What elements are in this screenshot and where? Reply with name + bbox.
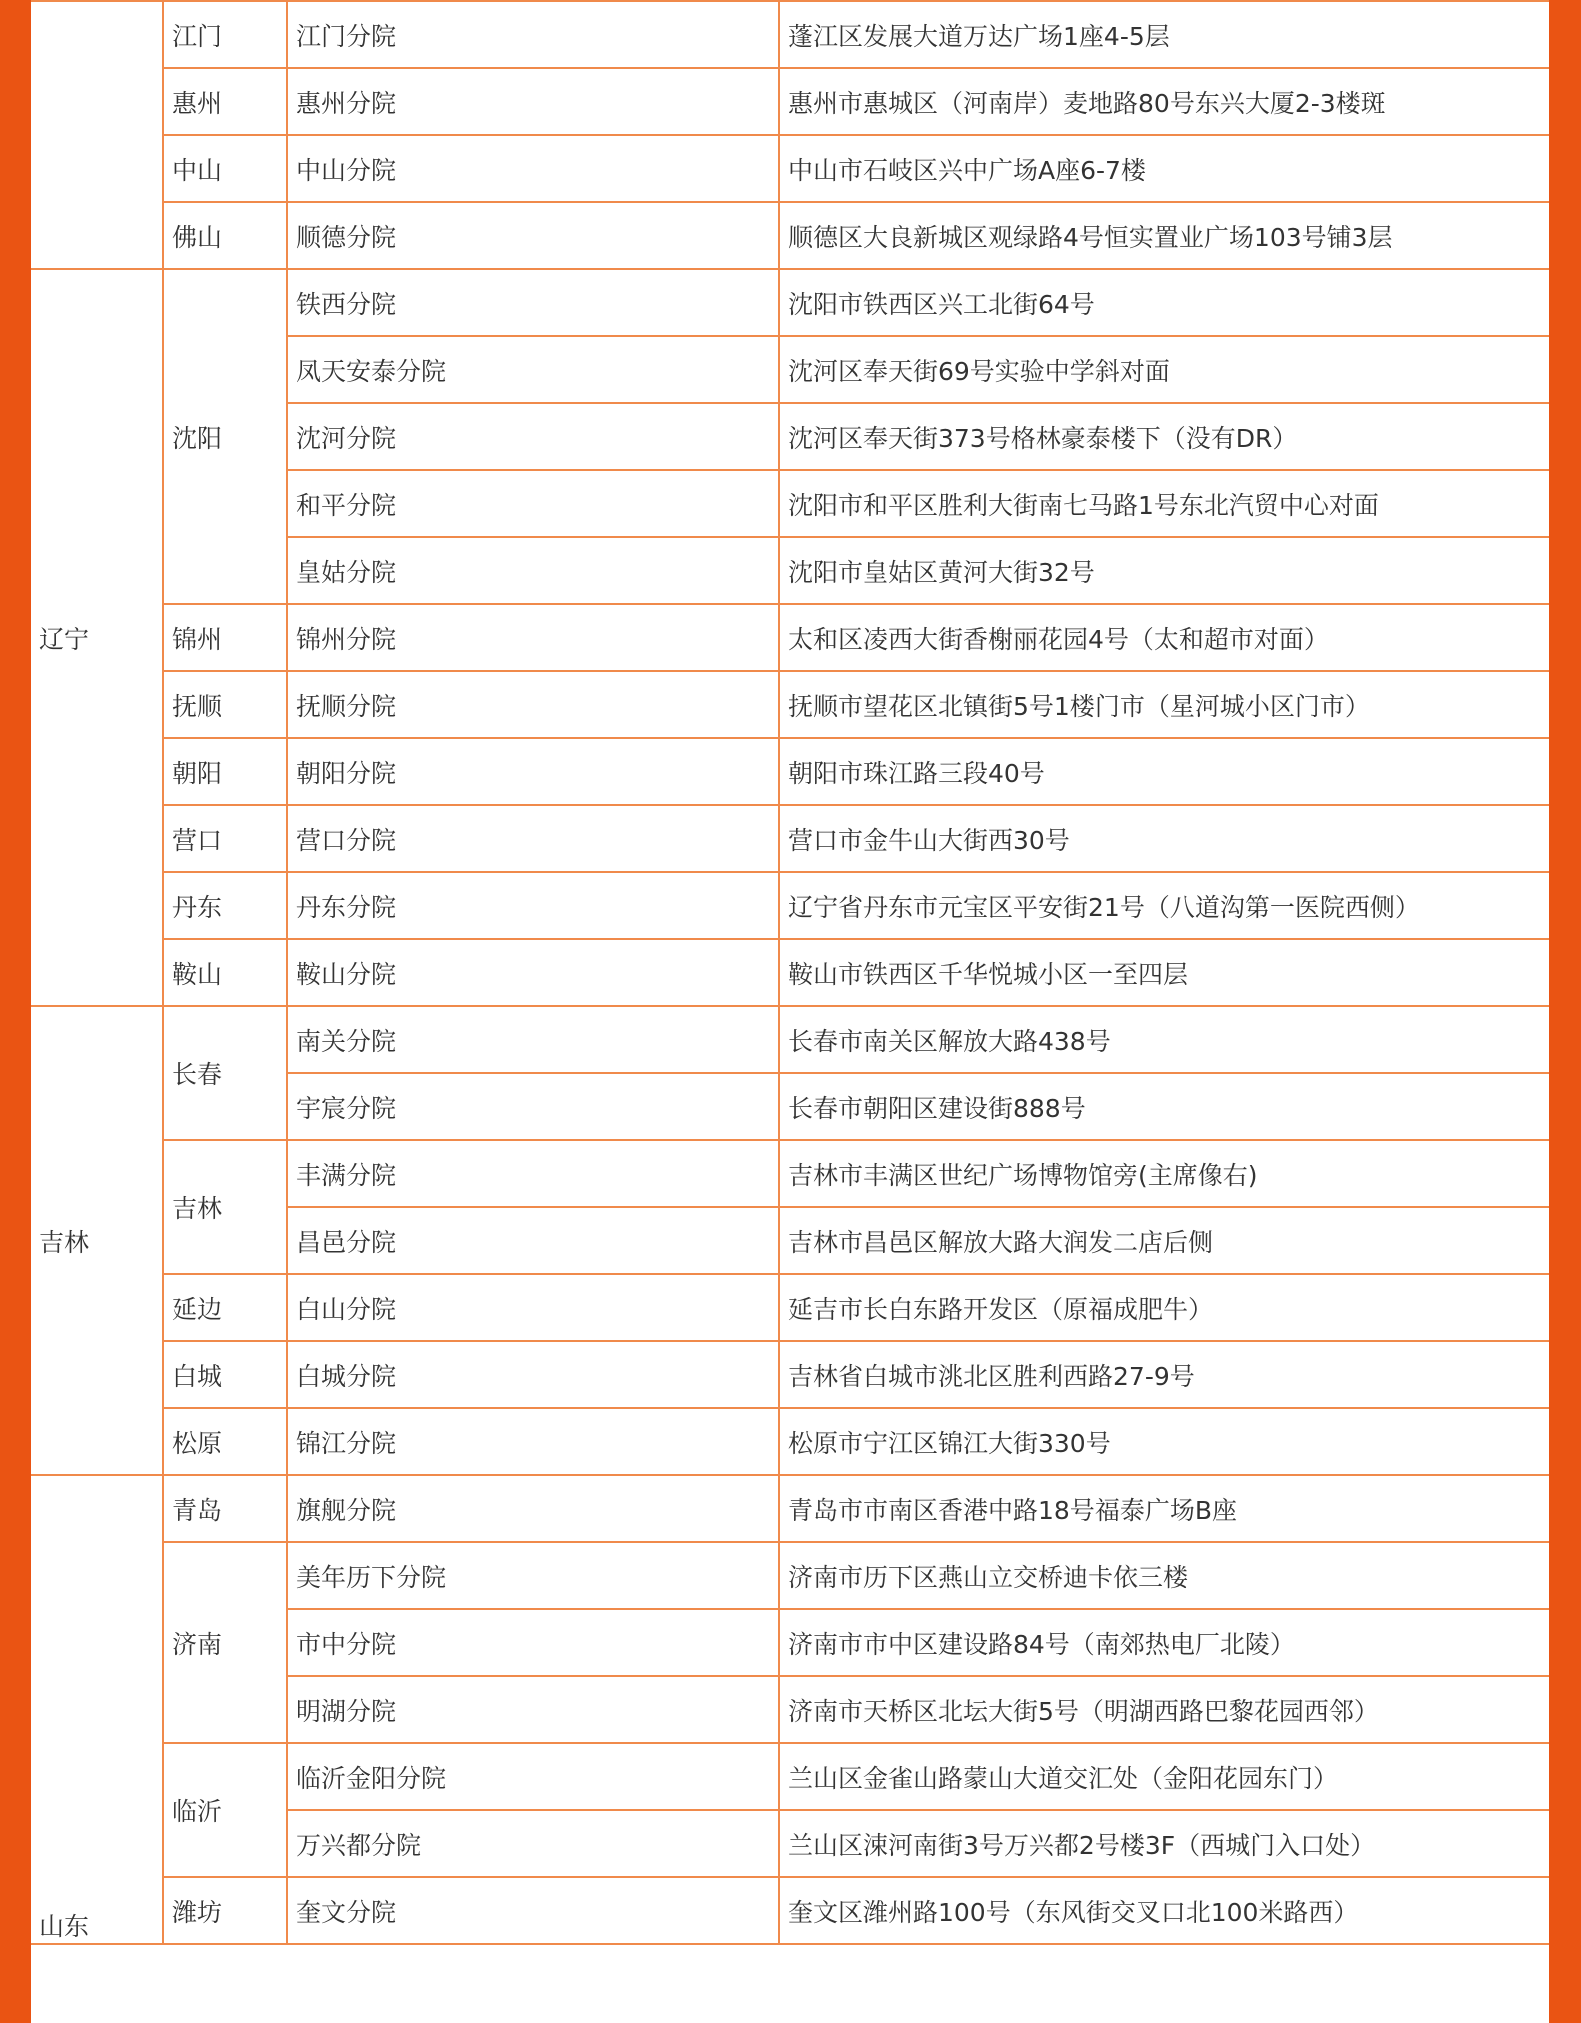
branch-address-cell: 营口市金牛山大街西30号 xyxy=(779,805,1549,872)
table-row xyxy=(31,872,1549,939)
table-row xyxy=(31,1341,1549,1408)
table-row xyxy=(31,1274,1549,1341)
province-cell: 吉林 xyxy=(31,1006,163,1475)
city-cell: 沈阳 xyxy=(163,269,287,604)
branch-address-cell: 吉林市昌邑区解放大路大润发二店后侧 xyxy=(779,1207,1549,1274)
branch-name-cell: 万兴都分院 xyxy=(287,1810,779,1877)
table-row xyxy=(31,135,1549,202)
city-cell: 丹东 xyxy=(163,872,287,939)
city-cell: 鞍山 xyxy=(163,939,287,1006)
branch-name-cell: 丹东分院 xyxy=(287,872,779,939)
branch-name-cell: 宇宸分院 xyxy=(287,1073,779,1140)
branch-name-cell: 铁西分院 xyxy=(287,269,779,336)
branch-address-cell: 吉林省白城市洮北区胜利西路27-9号 xyxy=(779,1341,1549,1408)
city-cell: 锦州 xyxy=(163,604,287,671)
branch-address-cell: 太和区凌西大街香榭丽花园4号（太和超市对面） xyxy=(779,604,1549,671)
table-row xyxy=(31,1,1549,68)
table-row xyxy=(31,738,1549,805)
city-cell: 江门 xyxy=(163,1,287,68)
table-row xyxy=(31,1006,1549,1073)
branch-name-cell: 鞍山分院 xyxy=(287,939,779,1006)
city-cell: 潍坊 xyxy=(163,1877,287,1944)
branch-address-cell: 鞍山市铁西区千华悦城小区一至四层 xyxy=(779,939,1549,1006)
table-row xyxy=(31,269,1549,336)
branch-address-cell: 兰山区金雀山路蒙山大道交汇处（金阳花园东门） xyxy=(779,1743,1549,1810)
branch-address-cell: 济南市市中区建设路84号（南郊热电厂北陵） xyxy=(779,1609,1549,1676)
branch-name-cell: 锦州分院 xyxy=(287,604,779,671)
branch-address-cell: 沈阳市皇姑区黄河大街32号 xyxy=(779,537,1549,604)
city-cell: 惠州 xyxy=(163,68,287,135)
branch-address-cell: 中山市石岐区兴中广场A座6-7楼 xyxy=(779,135,1549,202)
province-cell: 辽宁 xyxy=(31,269,163,1006)
branch-table-body xyxy=(31,1,1549,1944)
table-row xyxy=(31,671,1549,738)
branch-address-cell: 顺德区大良新城区观绿路4号恒实置业广场103号铺3层 xyxy=(779,202,1549,269)
table-row xyxy=(31,68,1549,135)
branch-name-cell: 朝阳分院 xyxy=(287,738,779,805)
branch-address-cell: 沈河区奉天街373号格林豪泰楼下（没有DR） xyxy=(779,403,1549,470)
branch-address-cell: 兰山区涑河南街3号万兴都2号楼3F（西城门入口处） xyxy=(779,1810,1549,1877)
city-cell: 中山 xyxy=(163,135,287,202)
city-cell: 济南 xyxy=(163,1542,287,1743)
branch-name-cell: 皇姑分院 xyxy=(287,537,779,604)
city-cell: 临沂 xyxy=(163,1743,287,1877)
table-row xyxy=(31,1475,1549,1542)
branch-address-cell: 惠州市惠城区（河南岸）麦地路80号东兴大厦2-3楼斑 xyxy=(779,68,1549,135)
province-cell xyxy=(31,1,163,269)
branch-name-cell: 白山分院 xyxy=(287,1274,779,1341)
city-cell: 朝阳 xyxy=(163,738,287,805)
branch-address-cell: 济南市历下区燕山立交桥迪卡依三楼 xyxy=(779,1542,1549,1609)
branch-name-cell: 惠州分院 xyxy=(287,68,779,135)
branch-name-cell: 营口分院 xyxy=(287,805,779,872)
branch-name-cell: 南关分院 xyxy=(287,1006,779,1073)
table-row xyxy=(31,1743,1549,1810)
table-row xyxy=(31,604,1549,671)
branch-address-cell: 朝阳市珠江路三段40号 xyxy=(779,738,1549,805)
branch-name-cell: 旗舰分院 xyxy=(287,1475,779,1542)
city-cell: 延边 xyxy=(163,1274,287,1341)
branch-address-cell: 青岛市市南区香港中路18号福泰广场B座 xyxy=(779,1475,1549,1542)
branch-address-cell: 吉林市丰满区世纪广场博物馆旁(主席像右) xyxy=(779,1140,1549,1207)
table-row xyxy=(31,805,1549,872)
branch-name-cell: 昌邑分院 xyxy=(287,1207,779,1274)
table-row xyxy=(31,202,1549,269)
city-cell: 白城 xyxy=(163,1341,287,1408)
branch-name-cell: 顺德分院 xyxy=(287,202,779,269)
branch-address-cell: 松原市宁江区锦江大街330号 xyxy=(779,1408,1549,1475)
branch-name-cell: 抚顺分院 xyxy=(287,671,779,738)
city-cell: 松原 xyxy=(163,1408,287,1475)
city-cell: 吉林 xyxy=(163,1140,287,1274)
branch-name-cell: 和平分院 xyxy=(287,470,779,537)
branch-name-cell: 临沂金阳分院 xyxy=(287,1743,779,1810)
city-cell: 长春 xyxy=(163,1006,287,1140)
province-cell: 山东 xyxy=(31,1475,163,1944)
branch-name-cell: 白城分院 xyxy=(287,1341,779,1408)
city-cell: 青岛 xyxy=(163,1475,287,1542)
city-cell: 营口 xyxy=(163,805,287,872)
branch-address-cell: 沈阳市和平区胜利大街南七马路1号东北汽贸中心对面 xyxy=(779,470,1549,537)
city-cell: 佛山 xyxy=(163,202,287,269)
branch-name-cell: 江门分院 xyxy=(287,1,779,68)
branch-name-cell: 沈河分院 xyxy=(287,403,779,470)
table-row xyxy=(31,939,1549,1006)
branch-address-cell: 抚顺市望花区北镇街5号1楼门市（星河城小区门市） xyxy=(779,671,1549,738)
branch-name-cell: 明湖分院 xyxy=(287,1676,779,1743)
table-row xyxy=(31,1877,1549,1944)
branch-address-cell: 长春市南关区解放大路438号 xyxy=(779,1006,1549,1073)
branch-address-table xyxy=(31,0,1549,1945)
branch-address-cell: 济南市天桥区北坛大街5号（明湖西路巴黎花园西邻） xyxy=(779,1676,1549,1743)
branch-address-cell: 沈河区奉天街69号实验中学斜对面 xyxy=(779,336,1549,403)
branch-name-cell: 中山分院 xyxy=(287,135,779,202)
branch-name-cell: 美年历下分院 xyxy=(287,1542,779,1609)
branch-name-cell: 丰满分院 xyxy=(287,1140,779,1207)
branch-address-cell: 奎文区潍州路100号（东风街交叉口北100米路西） xyxy=(779,1877,1549,1944)
branch-table-frame xyxy=(31,0,1549,2023)
table-row xyxy=(31,1542,1549,1609)
branch-address-cell: 沈阳市铁西区兴工北街64号 xyxy=(779,269,1549,336)
branch-name-cell: 市中分院 xyxy=(287,1609,779,1676)
branch-address-cell: 蓬江区发展大道万达广场1座4-5层 xyxy=(779,1,1549,68)
branch-name-cell: 锦江分院 xyxy=(287,1408,779,1475)
city-cell: 抚顺 xyxy=(163,671,287,738)
branch-name-cell: 凤天安泰分院 xyxy=(287,336,779,403)
table-row xyxy=(31,1408,1549,1475)
branch-address-cell: 长春市朝阳区建设街888号 xyxy=(779,1073,1549,1140)
branch-address-cell: 延吉市长白东路开发区（原福成肥牛） xyxy=(779,1274,1549,1341)
branch-name-cell: 奎文分院 xyxy=(287,1877,779,1944)
table-row xyxy=(31,1140,1549,1207)
branch-address-cell: 辽宁省丹东市元宝区平安街21号（八道沟第一医院西侧） xyxy=(779,872,1549,939)
